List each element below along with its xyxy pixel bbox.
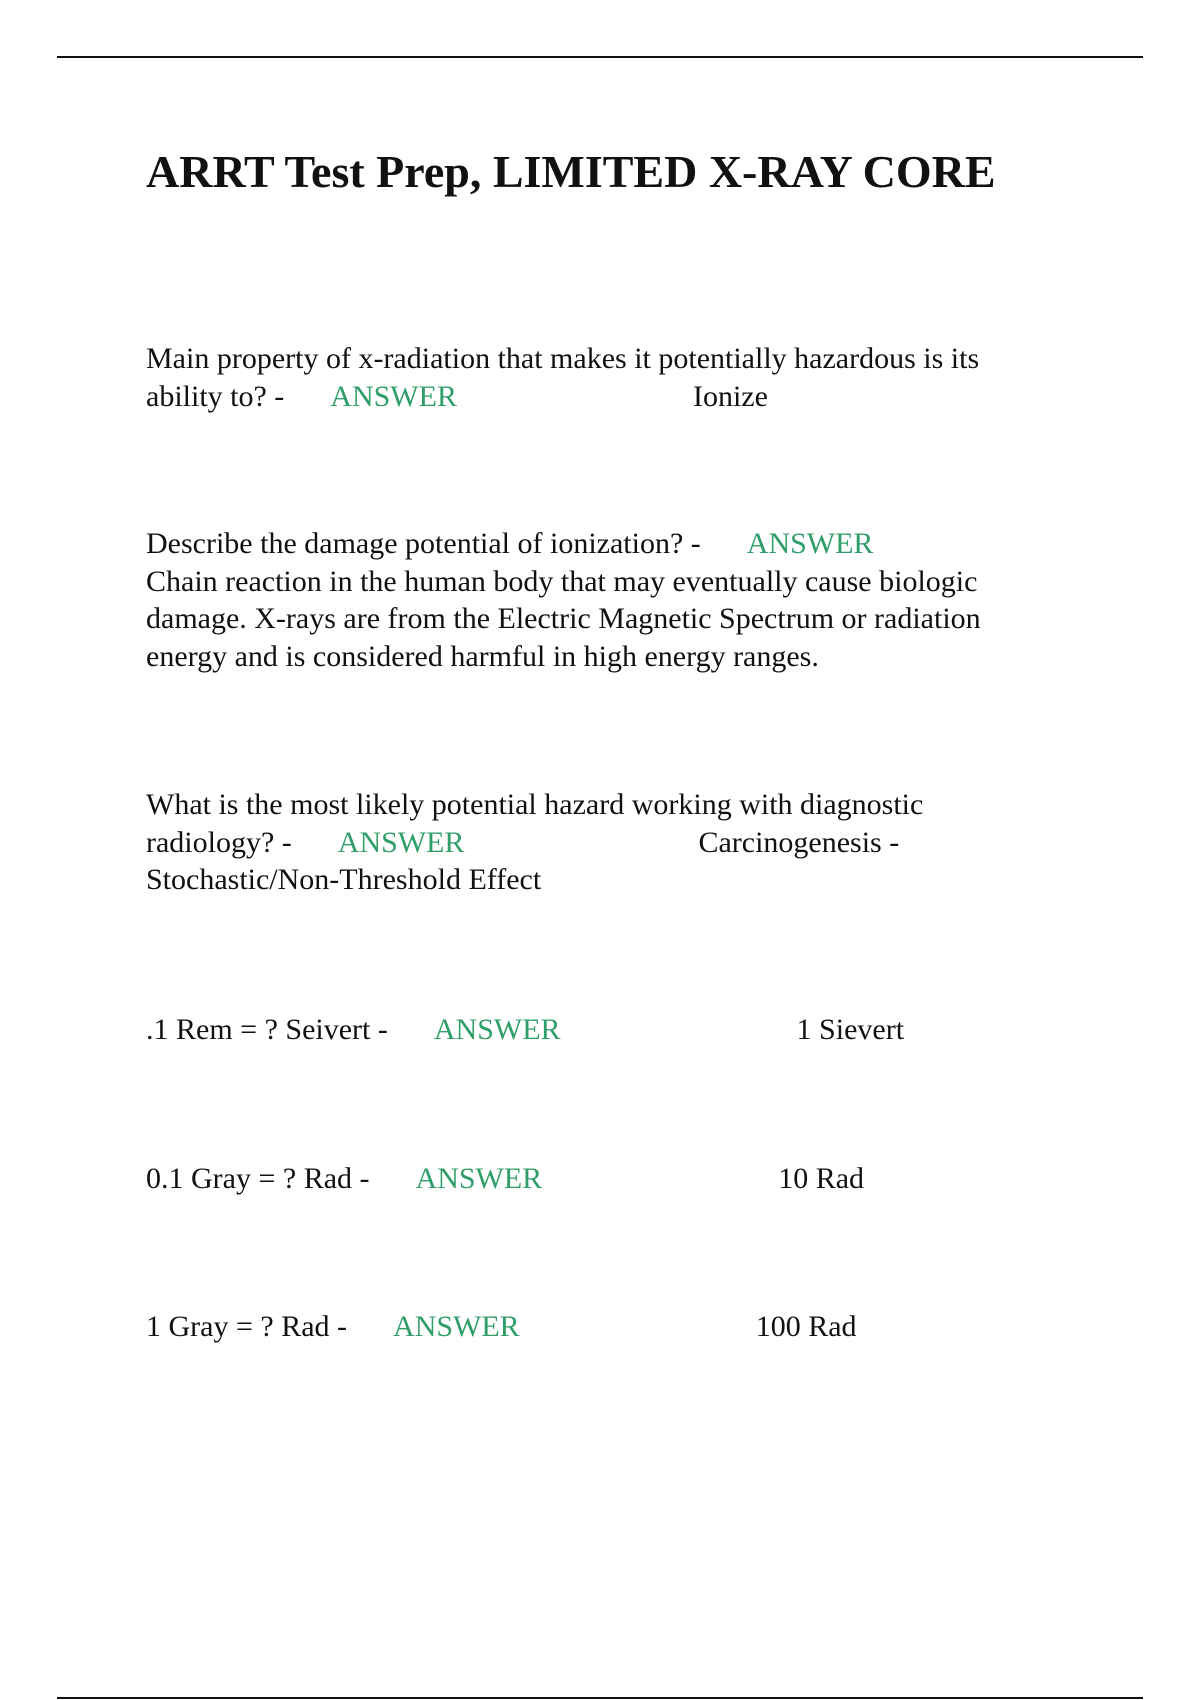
- answer-label: ANSWER: [415, 1162, 543, 1195]
- answer-text: Carcinogenesis - Stochastic/Non-Threshold Effect: [146, 825, 900, 896]
- question-text: 0.1 Gray = ? Rad -: [146, 1162, 370, 1195]
- question-text: .1 Rem = ? Seivert -: [146, 1013, 388, 1046]
- question-text: 1 Gray = ? Rad -: [146, 1310, 348, 1343]
- qa-item-4: [146, 1011, 1046, 1049]
- answer-label: ANSWER: [433, 1013, 561, 1046]
- answer-text: 1 Sievert: [796, 1013, 905, 1046]
- document-title: ARRT Test Prep, LIMITED X-RAY CORE: [146, 146, 996, 197]
- question-text: Describe the damage potential of ionization? -: [146, 527, 701, 560]
- qa-item-6: [146, 1308, 1046, 1346]
- answer-text: 10 Rad: [778, 1162, 865, 1195]
- qa-item-5: [146, 1160, 1046, 1198]
- answer-text: Ionize: [692, 379, 768, 413]
- qa-item-1: [146, 340, 1046, 415]
- question-text: Main property of x-radiation that makes it potentially hazardous is its ability to? -: [146, 342, 980, 413]
- answer-text: Chain reaction in the human body that may eventually cause biologic damage. X-rays are from the Electric Magnetic Spectrum or radiation energy and is considered harmful in high energy ranges.: [146, 564, 981, 673]
- top-rule: [57, 56, 1143, 58]
- answer-label: ANSWER: [393, 1310, 520, 1343]
- qa-item-3: [146, 786, 1046, 899]
- answer-label: ANSWER: [337, 825, 465, 859]
- question-text: What is the most likely potential hazard working with diagnostic radiology? -: [146, 788, 924, 859]
- answer-label: ANSWER: [746, 527, 874, 560]
- answer-label: ANSWER: [330, 379, 457, 413]
- qa-item-2: [146, 525, 1046, 675]
- bottom-rule: [57, 1697, 1143, 1699]
- answer-text: 100 Rad: [755, 1310, 857, 1343]
